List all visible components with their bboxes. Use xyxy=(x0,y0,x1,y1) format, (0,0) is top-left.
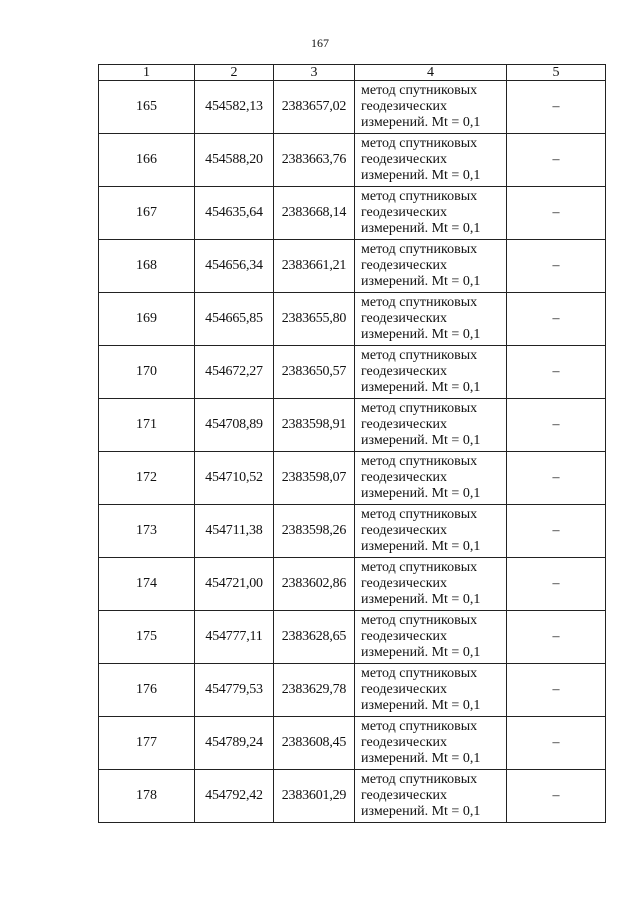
method-line: измерений. Mt = 0,1 xyxy=(361,698,481,713)
method-line: геодезических xyxy=(361,682,448,697)
header-col-5: 5 xyxy=(507,65,606,81)
method-cell xyxy=(355,346,507,399)
method-cell xyxy=(355,399,507,452)
method-line: измерений. Mt = 0,1 xyxy=(361,486,481,501)
method-line: геодезических xyxy=(361,576,448,591)
point-number-cell: 178 xyxy=(99,770,195,823)
method-line: метод спутниковых xyxy=(361,666,478,681)
method-line: геодезических xyxy=(361,152,448,167)
method-line: геодезических xyxy=(361,629,448,644)
point-number-cell: 175 xyxy=(99,611,195,664)
method-line: метод спутниковых xyxy=(361,613,478,628)
x-coordinate-cell: 454635,64 xyxy=(195,187,274,240)
y-coordinate-cell: 2383668,14 xyxy=(274,187,355,240)
table-row xyxy=(99,81,606,134)
table-row xyxy=(99,293,606,346)
method-line: измерений. Mt = 0,1 xyxy=(361,645,481,660)
method-line: геодезических xyxy=(361,258,448,273)
x-coordinate-cell: 454708,89 xyxy=(195,399,274,452)
method-cell xyxy=(355,770,507,823)
table-row xyxy=(99,558,606,611)
note-cell: – xyxy=(507,505,606,558)
coordinates-table xyxy=(98,64,606,823)
header-col-2: 2 xyxy=(195,65,274,81)
note-cell: – xyxy=(507,717,606,770)
note-cell: – xyxy=(507,346,606,399)
y-coordinate-cell: 2383663,76 xyxy=(274,134,355,187)
table-row xyxy=(99,240,606,293)
point-number-cell: 169 xyxy=(99,293,195,346)
y-coordinate-cell: 2383598,91 xyxy=(274,399,355,452)
method-line: измерений. Mt = 0,1 xyxy=(361,433,481,448)
method-line: метод спутниковых xyxy=(361,719,478,734)
y-coordinate-cell: 2383650,57 xyxy=(274,346,355,399)
method-cell xyxy=(355,452,507,505)
x-coordinate-cell: 454656,34 xyxy=(195,240,274,293)
point-number-cell: 171 xyxy=(99,399,195,452)
method-cell xyxy=(355,187,507,240)
point-number-cell: 173 xyxy=(99,505,195,558)
header-col-1: 1 xyxy=(99,65,195,81)
method-cell xyxy=(355,611,507,664)
point-number-cell: 165 xyxy=(99,81,195,134)
x-coordinate-cell: 454711,38 xyxy=(195,505,274,558)
point-number-cell: 166 xyxy=(99,134,195,187)
note-cell: – xyxy=(507,770,606,823)
x-coordinate-cell: 454582,13 xyxy=(195,81,274,134)
method-cell xyxy=(355,664,507,717)
y-coordinate-cell: 2383628,65 xyxy=(274,611,355,664)
method-line: геодезических xyxy=(361,523,448,538)
method-cell xyxy=(355,505,507,558)
method-line: геодезических xyxy=(361,99,448,114)
y-coordinate-cell: 2383657,02 xyxy=(274,81,355,134)
method-cell xyxy=(355,134,507,187)
method-line: измерений. Mt = 0,1 xyxy=(361,380,481,395)
table-row xyxy=(99,505,606,558)
method-line: геодезических xyxy=(361,788,448,803)
table-row xyxy=(99,134,606,187)
x-coordinate-cell: 454792,42 xyxy=(195,770,274,823)
method-line: измерений. Mt = 0,1 xyxy=(361,751,481,766)
y-coordinate-cell: 2383598,07 xyxy=(274,452,355,505)
table-row xyxy=(99,346,606,399)
y-coordinate-cell: 2383602,86 xyxy=(274,558,355,611)
method-line: геодезических xyxy=(361,470,448,485)
x-coordinate-cell: 454672,27 xyxy=(195,346,274,399)
method-line: метод спутниковых xyxy=(361,295,478,310)
method-line: метод спутниковых xyxy=(361,401,478,416)
note-cell: – xyxy=(507,240,606,293)
method-line: измерений. Mt = 0,1 xyxy=(361,221,481,236)
method-line: измерений. Mt = 0,1 xyxy=(361,539,481,554)
point-number-cell: 170 xyxy=(99,346,195,399)
method-cell xyxy=(355,81,507,134)
table-row xyxy=(99,399,606,452)
method-line: метод спутниковых xyxy=(361,772,478,787)
note-cell: – xyxy=(507,399,606,452)
method-line: метод спутниковых xyxy=(361,454,478,469)
x-coordinate-cell: 454777,11 xyxy=(195,611,274,664)
method-line: измерений. Mt = 0,1 xyxy=(361,804,481,819)
header-row xyxy=(99,65,606,81)
note-cell: – xyxy=(507,664,606,717)
header-col-4: 4 xyxy=(355,65,507,81)
table-row xyxy=(99,187,606,240)
note-cell: – xyxy=(507,611,606,664)
x-coordinate-cell: 454721,00 xyxy=(195,558,274,611)
method-line: метод спутниковых xyxy=(361,507,478,522)
method-cell xyxy=(355,293,507,346)
note-cell: – xyxy=(507,293,606,346)
table-row xyxy=(99,717,606,770)
point-number-cell: 167 xyxy=(99,187,195,240)
x-coordinate-cell: 454588,20 xyxy=(195,134,274,187)
y-coordinate-cell: 2383629,78 xyxy=(274,664,355,717)
method-cell xyxy=(355,558,507,611)
x-coordinate-cell: 454779,53 xyxy=(195,664,274,717)
point-number-cell: 174 xyxy=(99,558,195,611)
y-coordinate-cell: 2383608,45 xyxy=(274,717,355,770)
note-cell: – xyxy=(507,452,606,505)
point-number-cell: 177 xyxy=(99,717,195,770)
table-body xyxy=(99,81,606,823)
method-line: геодезических xyxy=(361,364,448,379)
method-cell xyxy=(355,717,507,770)
method-line: измерений. Mt = 0,1 xyxy=(361,327,481,342)
y-coordinate-cell: 2383655,80 xyxy=(274,293,355,346)
method-line: измерений. Mt = 0,1 xyxy=(361,168,481,183)
method-line: метод спутниковых xyxy=(361,189,478,204)
method-line: геодезических xyxy=(361,735,448,750)
header-col-3: 3 xyxy=(274,65,355,81)
method-line: метод спутниковых xyxy=(361,560,478,575)
method-line: измерений. Mt = 0,1 xyxy=(361,592,481,607)
table-row xyxy=(99,664,606,717)
table-row xyxy=(99,611,606,664)
method-line: метод спутниковых xyxy=(361,242,478,257)
note-cell: – xyxy=(507,187,606,240)
method-line: метод спутниковых xyxy=(361,83,478,98)
note-cell: – xyxy=(507,134,606,187)
table-header xyxy=(99,65,606,81)
table-row xyxy=(99,770,606,823)
y-coordinate-cell: 2383601,29 xyxy=(274,770,355,823)
point-number-cell: 176 xyxy=(99,664,195,717)
note-cell: – xyxy=(507,558,606,611)
method-line: геодезических xyxy=(361,205,448,220)
method-line: метод спутниковых xyxy=(361,136,478,151)
x-coordinate-cell: 454665,85 xyxy=(195,293,274,346)
x-coordinate-cell: 454710,52 xyxy=(195,452,274,505)
page-number: 167 xyxy=(311,36,329,50)
method-line: измерений. Mt = 0,1 xyxy=(361,274,481,289)
method-cell xyxy=(355,240,507,293)
point-number-cell: 172 xyxy=(99,452,195,505)
method-line: метод спутниковых xyxy=(361,348,478,363)
y-coordinate-cell: 2383598,26 xyxy=(274,505,355,558)
y-coordinate-cell: 2383661,21 xyxy=(274,240,355,293)
note-cell: – xyxy=(507,81,606,134)
point-number-cell: 168 xyxy=(99,240,195,293)
method-line: геодезических xyxy=(361,311,448,326)
method-line: измерений. Mt = 0,1 xyxy=(361,115,481,130)
method-line: геодезических xyxy=(361,417,448,432)
table-row xyxy=(99,452,606,505)
x-coordinate-cell: 454789,24 xyxy=(195,717,274,770)
